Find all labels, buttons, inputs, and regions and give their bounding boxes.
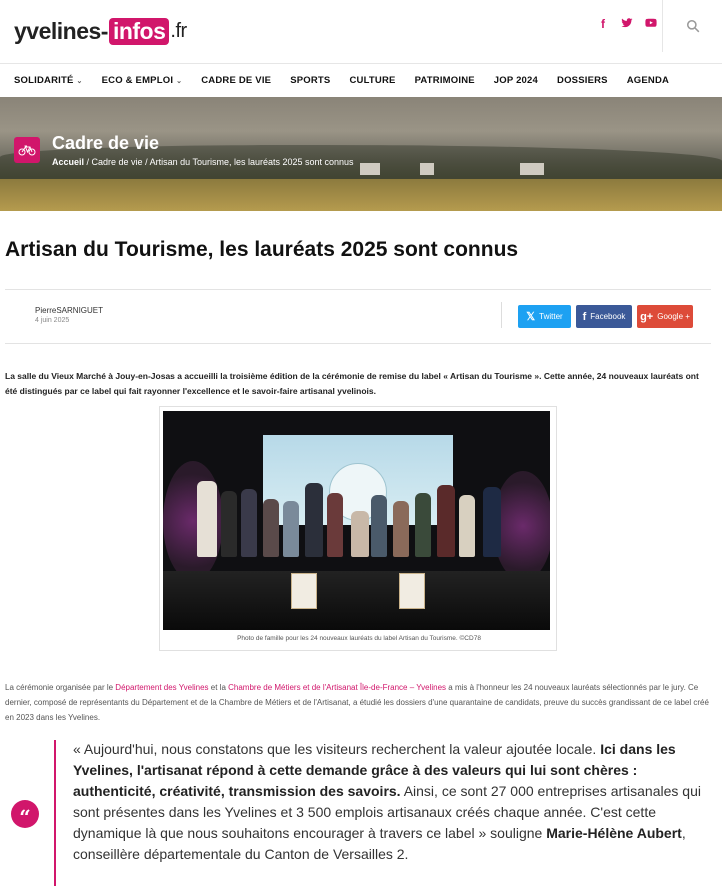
site-logo[interactable] (14, 18, 187, 45)
share-google-button[interactable] (637, 305, 693, 328)
category-banner (0, 97, 722, 211)
nav-label: ECO & EMPLOI (101, 75, 174, 86)
photo-person (283, 501, 299, 557)
photo-plaque (291, 573, 317, 609)
share-facebook-button[interactable] (576, 305, 632, 328)
logo-part-1: yvelines- (14, 18, 108, 44)
text-run: a mis à l'honneur les 24 nouveaux lauréats sélectionnés par le jury. Ce dernier, composé de représentants du Département et de la Chambre de Métiers et de l'Artisanat, a étudié les dossiers d'une quarantaine de candidats, preuve du succès grandissant de ce label créé en 2023 dans les Yvelines. (5, 683, 709, 722)
quote-text: , conseillère départementale du Canton de Versailles 2. (73, 825, 686, 862)
quote-icon: “ (11, 800, 39, 828)
nav-label: CULTURE (349, 75, 396, 86)
article-meta (5, 289, 711, 344)
logo-part-2: infos (109, 18, 169, 45)
link-departement[interactable]: Département des Yvelines (115, 683, 209, 692)
quote-bar (54, 740, 56, 886)
share-label: Twitter (539, 312, 563, 321)
photo-person (327, 493, 343, 557)
banner-house (520, 163, 544, 175)
link-chambre-metiers[interactable]: Chambre de Métiers et de l'Artisanat Île-de-France – Yvelines (228, 683, 447, 692)
nav-item-patrimoine[interactable] (415, 75, 475, 86)
photo-person (459, 495, 475, 557)
photo-person (263, 499, 279, 557)
photo-person (241, 489, 257, 557)
nav-item-cadre-de-vie[interactable] (201, 75, 271, 86)
article-paragraph (5, 680, 711, 725)
google-plus-icon: g+ (640, 310, 654, 323)
nav-label: JOP 2024 (493, 75, 539, 86)
nav-item-sports[interactable] (290, 75, 330, 86)
photo-caption: Photo de famille pour les 24 nouveaux lauréats du label Artisan du Tourisme. ©CD78 (237, 635, 481, 642)
facebook-icon[interactable]: f (601, 17, 605, 31)
article-quote (73, 739, 709, 865)
banner-house (420, 163, 434, 175)
logo-part-3: .fr (170, 20, 187, 42)
share-label: Google + (657, 312, 690, 321)
nav-item-culture[interactable] (349, 75, 395, 86)
quote-emphasis: Ici dans les Yvelines, l'artisanat répond à cette demande grâce à des valeurs qui lui sont chères : authenticité, créativité, transmission des savoirs. (73, 741, 676, 799)
category-title: Cadre de vie (52, 133, 160, 153)
search-button[interactable] (662, 0, 722, 52)
article-title: Artisan du Tourisme, les lauréats 2025 sont connus (5, 238, 519, 261)
share-twitter-button[interactable] (518, 305, 571, 328)
share-label: Facebook (590, 312, 626, 321)
nav-item-agenda[interactable] (627, 75, 669, 86)
chevron-down-icon: ⌄ (76, 77, 83, 85)
quote-text: Ainsi, ce sont 27 000 entreprises artisanales qui sont présentes dans les Yvelines et 3 500 emplois artisanaux créés chaque année. C'est cette dynamique là que nous souhaitons encourager à travers ce label » souligne (73, 783, 701, 841)
photo-person (197, 481, 217, 557)
youtube-icon[interactable] (644, 17, 658, 31)
photo-person (437, 485, 455, 557)
photo-person (221, 491, 237, 557)
article-author[interactable]: PierreSARNIGUET (35, 306, 104, 315)
nav-item-eco-emploi[interactable] (102, 75, 183, 86)
site-header (0, 0, 722, 64)
photo-person (483, 487, 501, 557)
breadcrumb-section[interactable]: Cadre de vie (91, 157, 143, 167)
photo-person (393, 501, 409, 557)
photo-person (351, 511, 369, 557)
quote-text: « Aujourd'hui, nous constatons que les visiteurs recherchent la valeur ajoutée locale. (73, 741, 601, 757)
breadcrumb-home[interactable]: Accueil (52, 157, 85, 167)
chevron-down-icon: ⌄ (176, 77, 183, 85)
nav-label: AGENDA (626, 75, 670, 86)
photo-crowd (183, 471, 543, 561)
breadcrumb-separator: / (142, 157, 150, 167)
article-figure (159, 406, 557, 651)
nav-item-solidarite[interactable] (14, 75, 83, 86)
bicycle-icon (14, 137, 40, 163)
breadcrumb-current: Artisan du Tourisme, les lauréats 2025 sont connus (149, 157, 354, 167)
photo-person (371, 495, 387, 557)
article-intro: La salle du Vieux Marché à Jouy-en-Josas a accueilli la troisième édition de la cérémonie de remise du label « Artisan du Tourisme ». Cette année, 24 nouveaux lauréats ont été distingués par ce label qui fait rayonner l'excellence et le savoir-faire artisanal yvelinois. (5, 371, 699, 396)
search-icon (686, 19, 700, 33)
nav-label: CADRE DE VIE (201, 75, 272, 86)
article-date: 4 juin 2025 (35, 317, 70, 324)
breadcrumb-separator: / (84, 157, 92, 167)
breadcrumb (52, 157, 354, 167)
twitter-icon[interactable] (620, 17, 634, 31)
photo-stage (163, 571, 550, 630)
main-nav (0, 64, 722, 97)
text-run: et la (208, 683, 229, 692)
divider (501, 302, 502, 328)
facebook-icon: f (582, 310, 587, 323)
social-links (596, 17, 658, 31)
nav-label: SOLIDARITÉ (14, 75, 74, 86)
nav-item-dossiers[interactable] (557, 75, 608, 86)
nav-label: DOSSIERS (557, 75, 608, 86)
photo-plaque (399, 573, 425, 609)
nav-label: SPORTS (290, 75, 331, 86)
photo-person (305, 483, 323, 557)
quote-author: Marie-Hélène Aubert (546, 825, 682, 841)
text-run: La cérémonie organisée par le (5, 683, 116, 692)
banner-field (0, 179, 722, 211)
banner-house (360, 163, 380, 175)
article-photo (163, 411, 550, 630)
nav-label: PATRIMOINE (414, 75, 475, 86)
nav-item-jop-2024[interactable] (494, 75, 538, 86)
photo-person (415, 493, 431, 557)
twitter-icon: 𝕏 (526, 311, 536, 323)
